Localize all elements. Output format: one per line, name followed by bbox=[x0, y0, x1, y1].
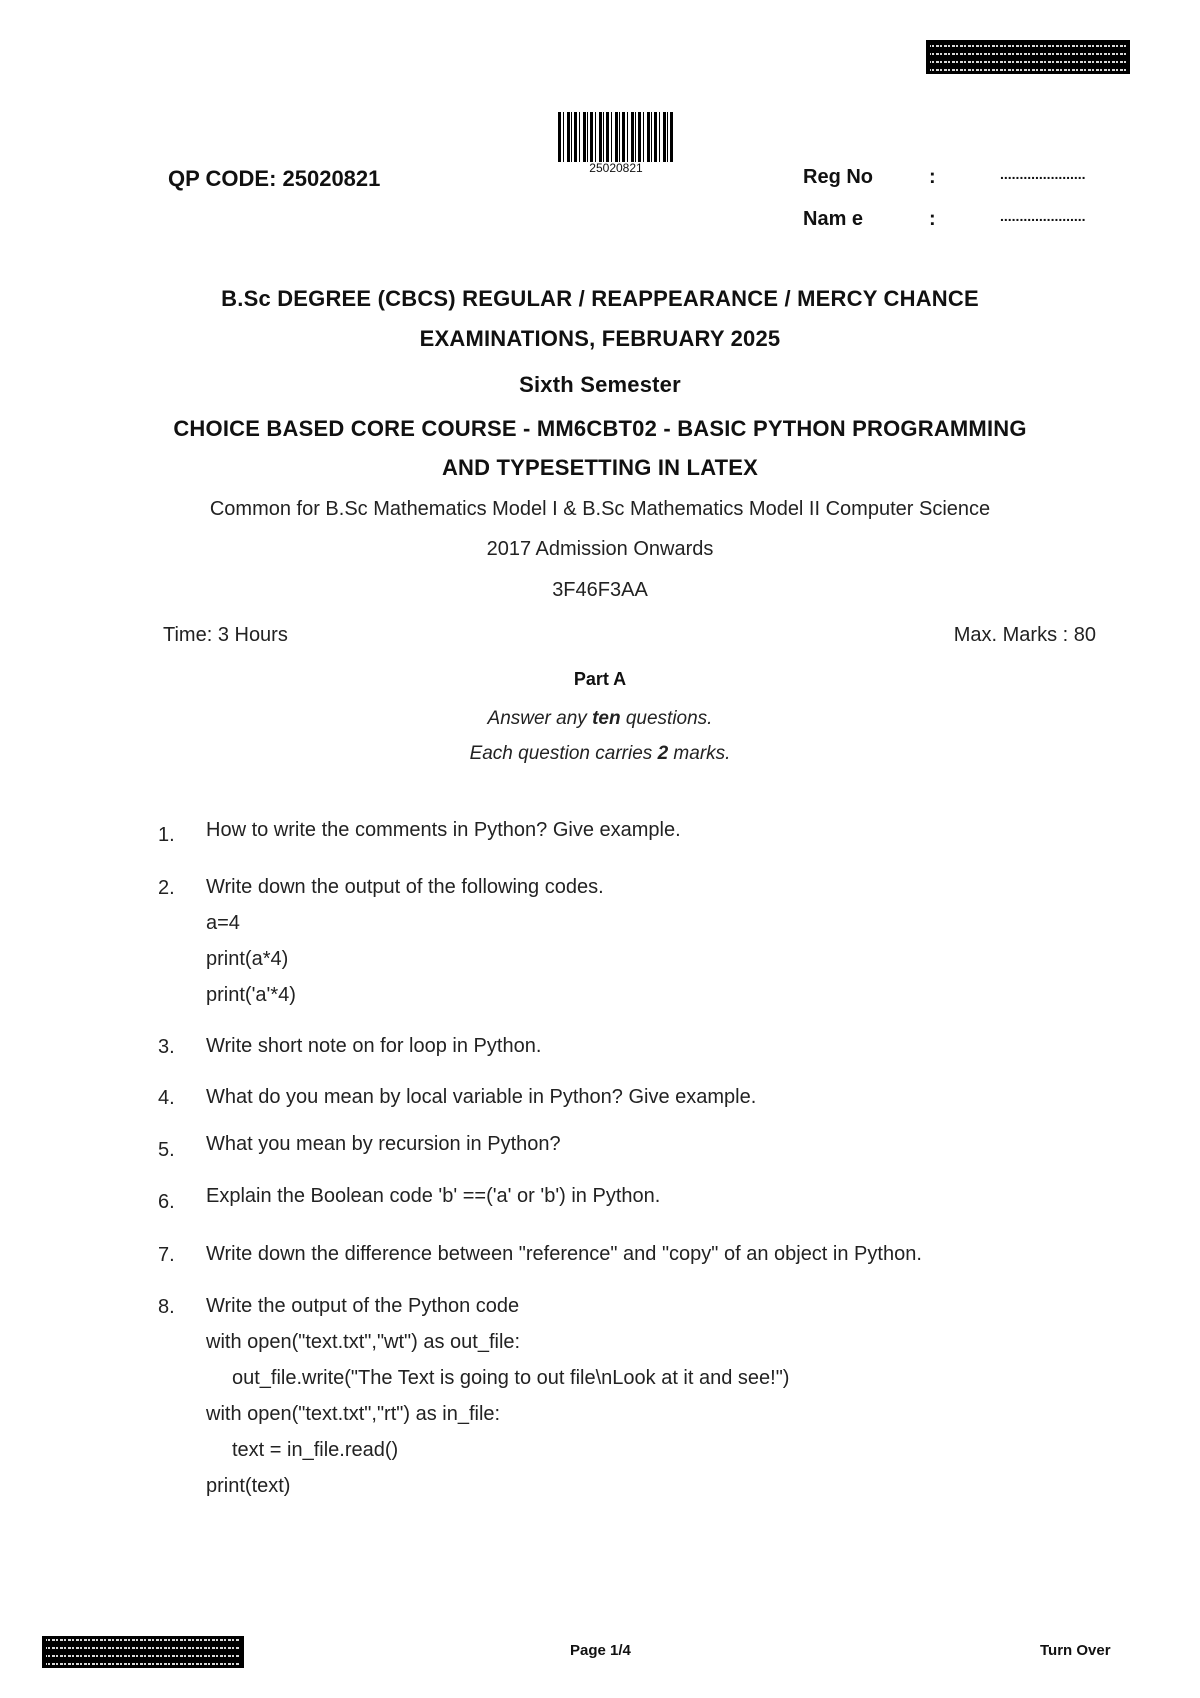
question-line: Write the output of the Python code bbox=[206, 1295, 520, 1317]
part-title: Part A bbox=[573, 669, 627, 689]
question-text bbox=[206, 1028, 541, 1064]
reg-no-field: ...................... bbox=[1000, 166, 1086, 182]
instr1-pre: Answer any bbox=[487, 708, 593, 729]
question-number: 2. bbox=[158, 877, 175, 899]
instr1-bold: ten bbox=[592, 708, 621, 729]
top-right-barcode bbox=[926, 40, 1130, 74]
code-line: text = in_file.read() bbox=[232, 1439, 399, 1461]
instr1-post: questions. bbox=[620, 708, 713, 729]
code-line: a=4 bbox=[206, 912, 240, 934]
reg-no-colon: : bbox=[929, 166, 936, 188]
question-number: 5. bbox=[158, 1139, 175, 1161]
qp-code: QP CODE: 25020821 bbox=[168, 166, 381, 191]
barcode-number: 25020821 bbox=[589, 161, 643, 175]
code-line: with open("text.txt","wt") as out_file: bbox=[206, 1331, 521, 1353]
question-number: 6. bbox=[158, 1191, 175, 1213]
reg-no-label: Reg No bbox=[803, 166, 873, 188]
turn-over: Turn Over bbox=[1040, 1642, 1111, 1659]
paper-code: 3F46F3AA bbox=[552, 579, 648, 601]
course-line2: AND TYPESETTING IN LATEX bbox=[441, 455, 759, 480]
question-line: Write down the difference between "reference" and "copy" of an object in Python. bbox=[206, 1243, 922, 1265]
code-line: print('a'*4) bbox=[206, 984, 296, 1006]
name-label: Nam e bbox=[803, 208, 864, 230]
semester: Sixth Semester bbox=[519, 372, 681, 397]
code-line: print(a*4) bbox=[206, 948, 289, 970]
question-text bbox=[206, 812, 681, 848]
name-colon: : bbox=[929, 208, 936, 230]
bottom-left-barcode bbox=[42, 1636, 244, 1668]
instr2-pre: Each question carries bbox=[469, 743, 658, 764]
instr2-bold: 2 bbox=[657, 743, 669, 764]
question-number: 1. bbox=[158, 824, 175, 846]
question-number: 8. bbox=[158, 1296, 175, 1318]
question-line: What you mean by recursion in Python? bbox=[206, 1133, 561, 1155]
question-line: Explain the Boolean code 'b' ==('a' or 'b') in Python. bbox=[206, 1185, 661, 1207]
course-line1: CHOICE BASED CORE COURSE - MM6CBT02 - BASIC PYTHON PROGRAMMING bbox=[173, 416, 1027, 441]
code-line: with open("text.txt","rt") as in_file: bbox=[206, 1403, 501, 1425]
code-line: out_file.write("The Text is going to out file\nLook at it and see!") bbox=[232, 1367, 790, 1389]
exam-title-line1: B.Sc DEGREE (CBCS) REGULAR / REAPPEARANCE / MERCY CHANCE bbox=[221, 286, 979, 311]
admission: 2017 Admission Onwards bbox=[486, 538, 714, 560]
name-field: ...................... bbox=[1000, 208, 1086, 224]
exam-title-line2: EXAMINATIONS, FEBRUARY 2025 bbox=[419, 326, 781, 351]
qp-barcode bbox=[558, 112, 674, 162]
question-line: Write down the output of the following codes. bbox=[206, 876, 604, 898]
code-line: print(text) bbox=[206, 1475, 291, 1497]
question-line: What do you mean by local variable in Python? Give example. bbox=[206, 1086, 757, 1108]
page-number: Page 1/4 bbox=[570, 1642, 631, 1659]
question-line: How to write the comments in Python? Give example. bbox=[206, 819, 681, 841]
common-for: Common for B.Sc Mathematics Model I & B.Sc Mathematics Model II Computer Science bbox=[209, 498, 991, 520]
question-text bbox=[206, 1178, 660, 1214]
instr2-post: marks. bbox=[668, 743, 731, 764]
question-line: Write short note on for loop in Python. bbox=[206, 1035, 542, 1057]
question-number: 7. bbox=[158, 1244, 175, 1266]
question-text bbox=[206, 1126, 561, 1162]
exam-time: Time: 3 Hours bbox=[163, 624, 288, 646]
question-text bbox=[206, 1079, 756, 1115]
question-text bbox=[206, 1236, 922, 1272]
question-text bbox=[206, 1288, 789, 1504]
part-instruction-1 bbox=[0, 708, 1200, 730]
part-instruction-2 bbox=[0, 743, 1200, 765]
question-text bbox=[206, 869, 604, 1013]
question-number: 3. bbox=[158, 1036, 175, 1058]
question-number: 4. bbox=[158, 1087, 175, 1109]
max-marks: Max. Marks : 80 bbox=[953, 624, 1096, 646]
